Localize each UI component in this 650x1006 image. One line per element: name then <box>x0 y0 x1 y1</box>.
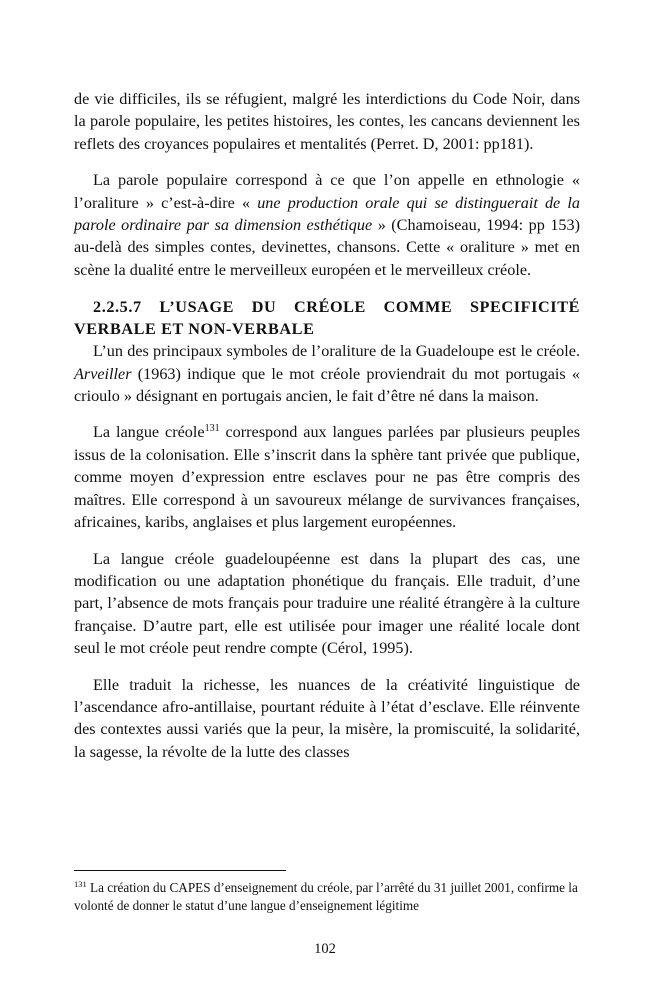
paragraph-3-text-a: L’un des principaux symboles de l’oraliture de la Guadeloupe est le créole. <box>93 342 580 361</box>
paragraph-3-text-b: (1963) indique que le mot créole proviendrait du mot portugais « crioulo » désignant en portugais ancien, le fait d’être né dans la maison. <box>74 364 580 406</box>
footnote-text: La création du CAPES d’enseignement du créole, par l’arrêté du 31 juillet 2001, confirme la volonté de donner le statut d’une langue d’enseignement légitime <box>74 880 578 913</box>
paragraph-2-text-a: La parole populaire correspond à ce que l’on appelle en ethnologie « l’oraliture » c’est-à-dire « <box>74 171 580 212</box>
paragraph-2-text-b: » (Chamoiseau, 1994: pp 153) au-delà des simples contes, devinettes, chansons. Cette « oraliture » met en scène la dualité entre le merveilleux européen et le merveilleux créole. <box>74 216 580 279</box>
page-number: 102 <box>314 941 336 957</box>
paragraph-2-quote-italic: une production orale qui se distinguerait de la parole ordinaire par sa dimension esthétique <box>74 193 580 235</box>
section-heading: 2.2.5.7 L’USAGE DU CRÉOLE COMME SPECIFICITÉ VERBALE ET NON-VERBALE <box>74 298 580 338</box>
paragraph-4 <box>74 421 580 533</box>
paragraph-4-text-a: La langue créole <box>93 423 205 442</box>
paragraph-5 <box>74 548 580 660</box>
footnote-reference: 131 <box>204 423 220 435</box>
paragraph-3 <box>74 340 580 407</box>
footnote-number: 131 <box>74 879 87 889</box>
paragraph-1-text: de vie difficiles, ils se réfugient, malgré les interdictions du Code Noir, dans la parole populaire, les petites histoires, les contes, les cancans deviennent les reflets des croyances populaires et mentalités (Perret. D, 2001: pp181). <box>74 90 580 153</box>
footnote-separator <box>74 870 286 871</box>
page-body <box>74 88 580 763</box>
paragraph-5-text: La langue créole guadeloupéenne est dans la plupart des cas, une modification ou une adaptation phonétique du français. Elle traduit, d’une part, l’absence de mots français pour traduire une réalité étrangère à la culture française. D’autre part, elle est utilisée pour imager une réalité locale dont seul le mot créole peut rendre compte (Cérol, 1995). <box>74 549 580 658</box>
paragraph-6 <box>74 674 580 764</box>
paragraph-2 <box>74 169 580 281</box>
paragraph-4-text-b: correspond aux langues parlées par plusieurs peuples issus de la colonisation. Elle s’inscrit dans la sphère tant privée que publique, comme moyen d’expression entre esclaves pour ne pas être compris des maîtres. Elle correspond à un savoureux mélange de survivances françaises, africaines, karibs, anglaises et plus largement européennes. <box>74 423 580 532</box>
paragraph-6-text: Elle traduit la richesse, les nuances de la créativité linguistique de l’ascendance afro-antillaise, pourtant réduite à l’état d’esclave. Elle réinvente des contextes aussi variés que la peur, la misère, la promiscuité, la solidarité, la sagesse, la révolte de la lutte des classes <box>74 675 580 761</box>
footnote <box>74 879 580 915</box>
paragraph-1 <box>74 88 580 155</box>
paragraph-3-author-italic: Arveiller <box>74 364 132 383</box>
